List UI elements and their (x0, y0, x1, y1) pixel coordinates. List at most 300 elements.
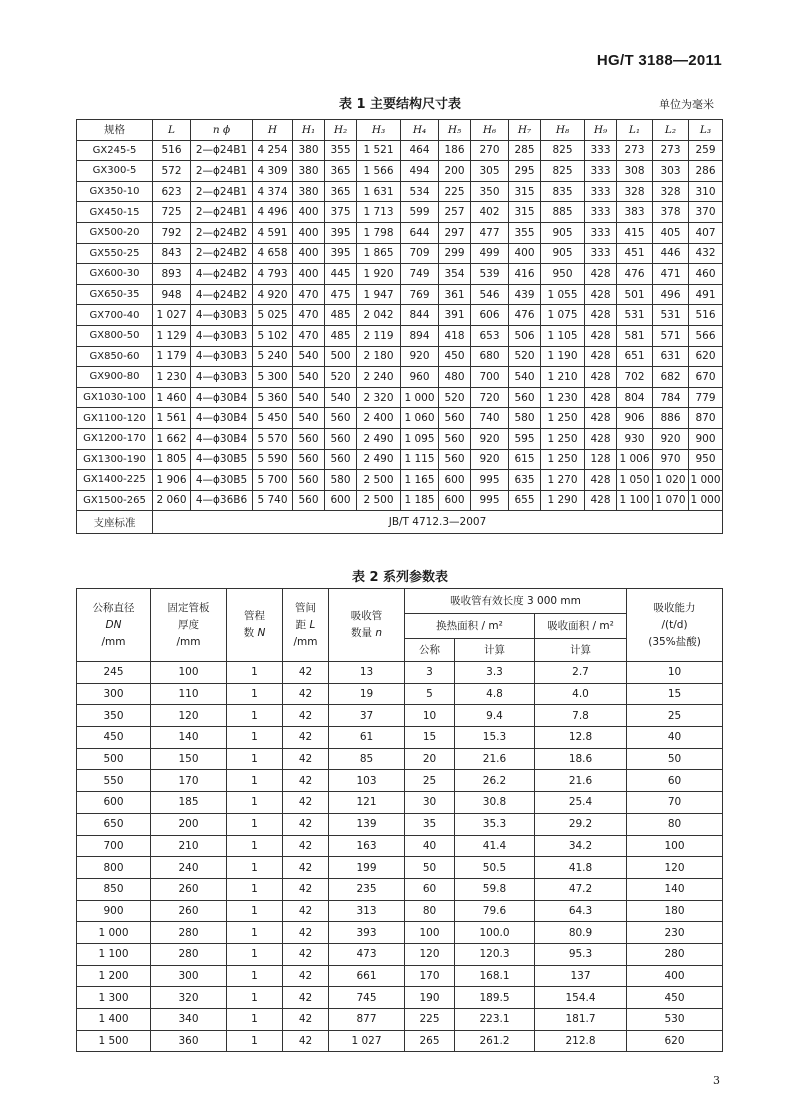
table-cell: 600 (77, 792, 151, 814)
table-cell: 470 (293, 325, 325, 346)
table-cell: 328 (617, 181, 653, 202)
table-cell: 140 (627, 878, 723, 900)
spec-cell: GX600-30 (77, 264, 153, 285)
spec-cell: GX1300-190 (77, 449, 153, 470)
table-cell: 190 (405, 987, 455, 1009)
table-cell: 5 360 (253, 387, 293, 408)
table-cell: 450 (627, 987, 723, 1009)
table-row (77, 367, 723, 388)
table-cell: 80 (627, 813, 723, 835)
table-cell: 400 (293, 243, 325, 264)
table-cell: 682 (653, 367, 689, 388)
table-cell: 4—ϕ30B5 (191, 470, 253, 491)
table-cell: 571 (653, 325, 689, 346)
table-cell: 1 210 (541, 367, 585, 388)
table-row (77, 878, 723, 900)
table-cell: 1 (227, 705, 283, 727)
table-cell: 1 947 (357, 284, 401, 305)
table-cell: 150 (151, 748, 227, 770)
table1-header-cell: H₄ (401, 120, 439, 141)
table-cell: 13 (329, 662, 405, 684)
table-cell: 5 102 (253, 325, 293, 346)
table-cell: 212.8 (535, 1030, 627, 1052)
header-nominal: 公称 (405, 639, 455, 662)
table-cell: 560 (325, 449, 357, 470)
table-cell: 4—ϕ24B2 (191, 284, 253, 305)
table-cell: 1 230 (541, 387, 585, 408)
table-cell: 428 (585, 428, 617, 449)
table-cell: 395 (325, 222, 357, 243)
table-cell: 835 (541, 181, 585, 202)
table-cell: 2.7 (535, 662, 627, 684)
table-cell: 1 200 (77, 965, 151, 987)
table2-caption: 表 2 系列参数表 (351, 570, 449, 585)
table-cell: 470 (293, 305, 325, 326)
table-cell: 25 (405, 770, 455, 792)
table1-header-cell: L (153, 120, 191, 141)
table-row (77, 987, 723, 1009)
table-cell: 42 (283, 792, 329, 814)
table-cell: 745 (329, 987, 405, 1009)
table-row (77, 857, 723, 879)
table-cell: 181.7 (535, 1009, 627, 1031)
table-cell: 4 658 (253, 243, 293, 264)
table-cell: 485 (325, 305, 357, 326)
table-cell: 42 (283, 770, 329, 792)
table-cell: 405 (653, 222, 689, 243)
table-cell: 1 (227, 878, 283, 900)
table-cell: 100 (405, 922, 455, 944)
table-cell: 350 (77, 705, 151, 727)
table-row (77, 922, 723, 944)
table-cell: 995 (471, 470, 509, 491)
table-cell: 140 (151, 727, 227, 749)
table-cell: 235 (329, 878, 405, 900)
table-cell: 5 590 (253, 449, 293, 470)
table-cell: 428 (585, 305, 617, 326)
table-cell: 361 (439, 284, 471, 305)
table-cell: 1 (227, 965, 283, 987)
table-cell: 308 (617, 161, 653, 182)
table-cell: 930 (617, 428, 653, 449)
table-cell: 540 (293, 346, 325, 367)
table-cell: 280 (151, 943, 227, 965)
table-cell: 41.4 (455, 835, 535, 857)
table-cell: 566 (689, 325, 723, 346)
table-cell: 225 (405, 1009, 455, 1031)
header-tube-passes: 管程 数 N (227, 589, 283, 662)
spec-cell: GX500-20 (77, 222, 153, 243)
table-cell: 476 (509, 305, 541, 326)
table-cell: 12.8 (535, 727, 627, 749)
table-cell: 42 (283, 878, 329, 900)
table-cell: 4 496 (253, 202, 293, 223)
table-row (77, 1030, 723, 1052)
table-cell: 35 (405, 813, 455, 835)
table-cell: 600 (325, 490, 357, 511)
table-cell: 1 631 (357, 181, 401, 202)
table-cell: 1 (227, 792, 283, 814)
table-cell: 295 (509, 161, 541, 182)
table-row (77, 428, 723, 449)
table-cell: 1 400 (77, 1009, 151, 1031)
table-cell: 299 (439, 243, 471, 264)
table-cell: 1 662 (153, 428, 191, 449)
table-cell: 600 (439, 470, 471, 491)
table-cell: 103 (329, 770, 405, 792)
table1-header-cell: H (253, 120, 293, 141)
table-cell: 154.4 (535, 987, 627, 1009)
table-cell: 42 (283, 813, 329, 835)
table-cell: 769 (401, 284, 439, 305)
table-cell: 7.8 (535, 705, 627, 727)
table-cell: 120 (151, 705, 227, 727)
table-cell: 494 (401, 161, 439, 182)
table-cell: 920 (471, 428, 509, 449)
table-cell: 1 (227, 748, 283, 770)
table-cell: 2 320 (357, 387, 401, 408)
table-cell: 516 (689, 305, 723, 326)
table-row (77, 325, 723, 346)
table-cell: 1 060 (401, 408, 439, 429)
table-cell: 623 (153, 181, 191, 202)
table-cell: 297 (439, 222, 471, 243)
table1-header-row (77, 120, 723, 141)
table-cell: 920 (653, 428, 689, 449)
spec-cell: GX1500-265 (77, 490, 153, 511)
table-cell: 1 (227, 835, 283, 857)
table-cell: 475 (325, 284, 357, 305)
table-cell: 740 (471, 408, 509, 429)
table-cell: 416 (509, 264, 541, 285)
table-cell: 531 (617, 305, 653, 326)
table-cell: 1 (227, 857, 283, 879)
table-cell: 670 (689, 367, 723, 388)
table-row (77, 1009, 723, 1031)
table-cell: 200 (439, 161, 471, 182)
header-plate-thickness: 固定管板 厚度 /mm (151, 589, 227, 662)
table-cell: 2 490 (357, 428, 401, 449)
table-row (77, 748, 723, 770)
table-cell: 886 (653, 408, 689, 429)
table-cell: 26.2 (455, 770, 535, 792)
table-cell: 534 (401, 181, 439, 202)
table-cell: 30 (405, 792, 455, 814)
table-cell: 365 (325, 161, 357, 182)
table-cell: 37 (329, 705, 405, 727)
table-cell: 4 920 (253, 284, 293, 305)
table1-caption: 表 1 主要结构尺寸表 (338, 97, 462, 112)
table-cell: 391 (439, 305, 471, 326)
table-cell: 1 055 (541, 284, 585, 305)
table-cell: 1 (227, 922, 283, 944)
table-cell: 240 (151, 857, 227, 879)
table-cell: 653 (471, 325, 509, 346)
table-cell: 476 (617, 264, 653, 285)
table-cell: 4—ϕ30B3 (191, 325, 253, 346)
table-row (77, 470, 723, 491)
table-cell: 286 (689, 161, 723, 182)
table-cell: 540 (293, 387, 325, 408)
table-cell: 581 (617, 325, 653, 346)
table-row (77, 813, 723, 835)
table1-unit-note: 单位为毫米 (659, 98, 714, 111)
table-cell: 499 (471, 243, 509, 264)
table-cell: 1 561 (153, 408, 191, 429)
table-cell: 5 570 (253, 428, 293, 449)
table-cell: 560 (325, 408, 357, 429)
table-cell: 4 374 (253, 181, 293, 202)
table-cell: 1 (227, 900, 283, 922)
table-cell: 700 (77, 835, 151, 857)
table-cell: 870 (689, 408, 723, 429)
table-cell: 400 (293, 222, 325, 243)
spec-cell: GX1400-225 (77, 470, 153, 491)
table-cell: 378 (653, 202, 689, 223)
table-cell: 520 (509, 346, 541, 367)
table-cell: 400 (293, 202, 325, 223)
table-cell: 354 (439, 264, 471, 285)
table-cell: 280 (151, 922, 227, 944)
table-cell: 137 (535, 965, 627, 987)
table-cell: 5 450 (253, 408, 293, 429)
table-cell: 265 (405, 1030, 455, 1052)
table-cell: 1 (227, 813, 283, 835)
table-cell: 315 (509, 181, 541, 202)
table1-header-cell: H₉ (585, 120, 617, 141)
table-cell: 843 (153, 243, 191, 264)
table-cell: 631 (653, 346, 689, 367)
table-cell: 4.8 (455, 683, 535, 705)
table-cell: 315 (509, 202, 541, 223)
table-cell: 4 254 (253, 140, 293, 161)
table1-header-cell: 规格 (77, 120, 153, 141)
table-cell: 370 (689, 202, 723, 223)
table-cell: 432 (689, 243, 723, 264)
table-cell: 1 000 (689, 470, 723, 491)
header-absorption-capacity: 吸收能力 /(t/d) (35%盐酸) (627, 589, 723, 662)
table-cell: 540 (293, 367, 325, 388)
table-cell: 2 500 (357, 470, 401, 491)
table-cell: 223.1 (455, 1009, 535, 1031)
table-cell: 4—ϕ30B4 (191, 387, 253, 408)
table-cell: 40 (405, 835, 455, 857)
table-cell: 5 740 (253, 490, 293, 511)
table-cell: 42 (283, 683, 329, 705)
table-cell: 485 (325, 325, 357, 346)
table-cell: 1 (227, 987, 283, 1009)
table-cell: 644 (401, 222, 439, 243)
table-cell: 1 250 (541, 428, 585, 449)
table-cell: 905 (541, 222, 585, 243)
table-cell: 328 (653, 181, 689, 202)
table-cell: 539 (471, 264, 509, 285)
table-cell: 15 (405, 727, 455, 749)
table-row (77, 305, 723, 326)
table-cell: 163 (329, 835, 405, 857)
table-cell: 230 (627, 922, 723, 944)
table-row (77, 202, 723, 223)
table-cell: 1 (227, 662, 283, 684)
header-heat-area: 换热面积 / m² (405, 614, 535, 639)
table-cell: 506 (509, 325, 541, 346)
table-cell: 500 (77, 748, 151, 770)
table-cell: 948 (153, 284, 191, 305)
table-cell: 4—ϕ30B4 (191, 428, 253, 449)
table-cell: 333 (585, 181, 617, 202)
table-cell: 1 027 (329, 1030, 405, 1052)
table-cell: 1 230 (153, 367, 191, 388)
table-cell: 1 165 (401, 470, 439, 491)
table-cell: 2 119 (357, 325, 401, 346)
table-cell: 1 000 (77, 922, 151, 944)
table-cell: 600 (439, 490, 471, 511)
support-standard-row (77, 511, 723, 534)
table-cell: 1 500 (77, 1030, 151, 1052)
table-cell: 380 (293, 181, 325, 202)
spec-cell: GX1200-170 (77, 428, 153, 449)
table-cell: 273 (617, 140, 653, 161)
table-cell: 950 (541, 264, 585, 285)
table1-header-cell: H₃ (357, 120, 401, 141)
table-cell: 2—ϕ24B1 (191, 202, 253, 223)
table-cell: 439 (509, 284, 541, 305)
table-cell: 1 179 (153, 346, 191, 367)
table-cell: 418 (439, 325, 471, 346)
spec-cell: GX1100-120 (77, 408, 153, 429)
table-cell: 189.5 (455, 987, 535, 1009)
table-cell: 1 100 (77, 943, 151, 965)
table2-header-row-1 (77, 589, 723, 614)
table-cell: 257 (439, 202, 471, 223)
table-cell: 530 (627, 1009, 723, 1031)
table-cell: 471 (653, 264, 689, 285)
header-tube-count: 吸收管 数量 n (329, 589, 405, 662)
page-number: 3 (713, 1074, 720, 1087)
standard-code: HG/T 3188—2011 (596, 52, 722, 69)
table-cell: 2—ϕ24B1 (191, 140, 253, 161)
table-cell: 1 300 (77, 987, 151, 1009)
table-cell: 572 (153, 161, 191, 182)
table-cell: 5 240 (253, 346, 293, 367)
table-cell: 300 (151, 965, 227, 987)
table-cell: 4 793 (253, 264, 293, 285)
table-cell: 42 (283, 922, 329, 944)
table-cell: 42 (283, 857, 329, 879)
table-cell: 804 (617, 387, 653, 408)
table-cell: 2 400 (357, 408, 401, 429)
table-cell: 120.3 (455, 943, 535, 965)
table-cell: 3.3 (455, 662, 535, 684)
table-cell: 180 (627, 900, 723, 922)
spec-cell: GX350-10 (77, 181, 153, 202)
table-cell: 210 (151, 835, 227, 857)
table-cell: 1 115 (401, 449, 439, 470)
table-cell: 139 (329, 813, 405, 835)
table-cell: 428 (585, 408, 617, 429)
table-cell: 450 (439, 346, 471, 367)
table-cell: 333 (585, 243, 617, 264)
table-cell: 59.8 (455, 878, 535, 900)
table-cell: 4 591 (253, 222, 293, 243)
table-cell: 355 (509, 222, 541, 243)
table-cell: 42 (283, 900, 329, 922)
table-cell: 1 129 (153, 325, 191, 346)
table-cell: 303 (653, 161, 689, 182)
table-cell: 1 865 (357, 243, 401, 264)
table-cell: 520 (325, 367, 357, 388)
table-cell: 25 (627, 705, 723, 727)
table-cell: 2 180 (357, 346, 401, 367)
table-cell: 4—ϕ36B6 (191, 490, 253, 511)
table-cell: 995 (471, 490, 509, 511)
table-row (77, 449, 723, 470)
table-cell: 428 (585, 490, 617, 511)
table-cell: 516 (153, 140, 191, 161)
table-cell: 383 (617, 202, 653, 223)
table-cell: 500 (325, 346, 357, 367)
table-cell: 128 (585, 449, 617, 470)
table-cell: 595 (509, 428, 541, 449)
table-row (77, 835, 723, 857)
table-cell: 355 (325, 140, 357, 161)
table-cell: 428 (585, 470, 617, 491)
table-cell: 340 (151, 1009, 227, 1031)
table-cell: 4.0 (535, 683, 627, 705)
table-cell: 400 (293, 264, 325, 285)
table-cell: 1 (227, 727, 283, 749)
spec-cell: GX300-5 (77, 161, 153, 182)
table-cell: 333 (585, 140, 617, 161)
table-cell: 428 (585, 367, 617, 388)
table-cell: 42 (283, 835, 329, 857)
table-cell: 905 (541, 243, 585, 264)
table-cell: 2 240 (357, 367, 401, 388)
table-cell: 1 050 (617, 470, 653, 491)
table-cell: 380 (293, 161, 325, 182)
table-cell: 40 (627, 727, 723, 749)
table-cell: 560 (293, 470, 325, 491)
table-cell: 35.3 (455, 813, 535, 835)
table-cell: 42 (283, 662, 329, 684)
table-cell: 906 (617, 408, 653, 429)
table-cell: 1 566 (357, 161, 401, 182)
table-cell: 950 (689, 449, 723, 470)
table-cell: 5 (405, 683, 455, 705)
table-row (77, 770, 723, 792)
table-cell: 199 (329, 857, 405, 879)
table-cell: 720 (471, 387, 509, 408)
table-cell: 280 (627, 943, 723, 965)
table-cell: 300 (77, 683, 151, 705)
table-cell: 885 (541, 202, 585, 223)
table-cell: 650 (77, 813, 151, 835)
table-cell: 42 (283, 987, 329, 1009)
header-absorb-area: 吸收面积 / m² (535, 614, 627, 639)
table-cell: 451 (617, 243, 653, 264)
table-cell: 10 (405, 705, 455, 727)
table-cell: 260 (151, 900, 227, 922)
table-cell: 395 (325, 243, 357, 264)
table-cell: 894 (401, 325, 439, 346)
table-cell: 651 (617, 346, 653, 367)
table-cell: 41.8 (535, 857, 627, 879)
table-cell: 1 185 (401, 490, 439, 511)
table1-header-cell: H₇ (509, 120, 541, 141)
table-cell: 620 (627, 1030, 723, 1052)
spec-cell: GX650-35 (77, 284, 153, 305)
table-cell: 42 (283, 1030, 329, 1052)
